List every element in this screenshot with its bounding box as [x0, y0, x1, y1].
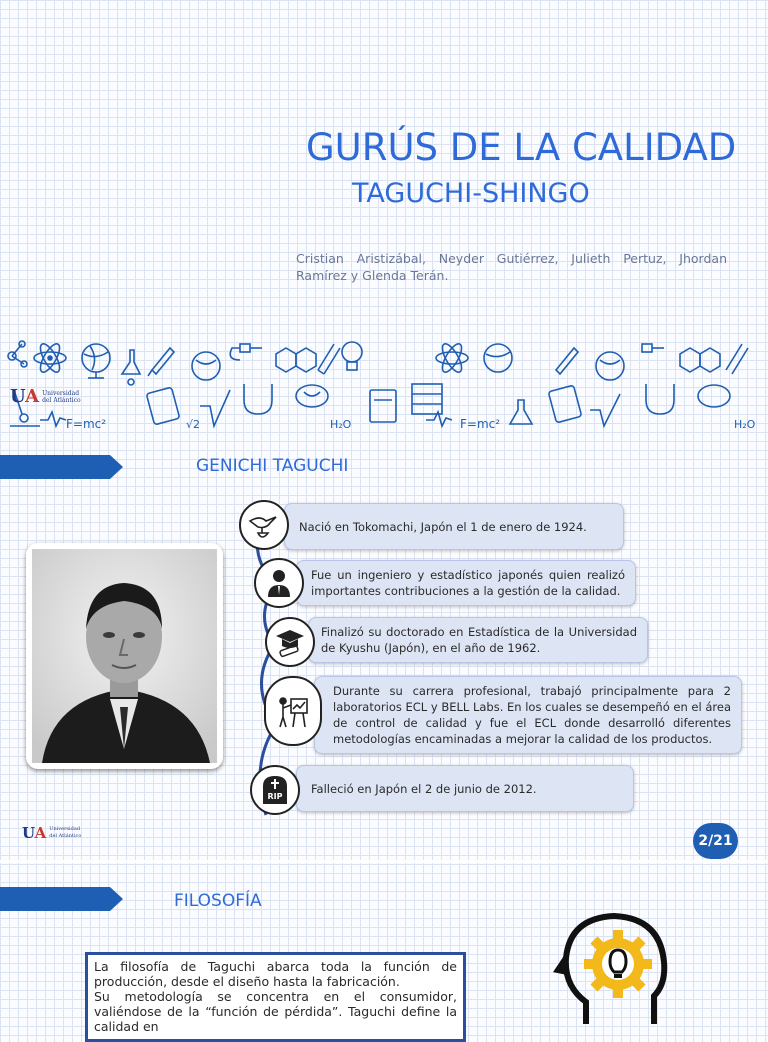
rocket-icon [148, 348, 174, 376]
timeline-icon-profession [254, 558, 304, 608]
tablet-icon-2 [548, 385, 581, 423]
brain-doodle-icon [296, 385, 328, 407]
stork-icon [246, 507, 282, 543]
plug-icon-2 [642, 344, 664, 352]
sqrt-icon-2 [590, 394, 620, 426]
philosophy-text-box [85, 952, 466, 1042]
timeline-icon-career [264, 676, 322, 746]
timeline-item-profession [296, 560, 636, 606]
abacus-icon [412, 384, 442, 414]
hexagon-molecule-icon [276, 348, 316, 372]
test-tube-icon-2 [726, 344, 748, 374]
graduation-cap-icon [272, 624, 308, 660]
timeline-text-doctorate: Finalizó su doctorado en Estadística de la Universidad de Kyushu (Japón), en el año de 1962. [321, 625, 637, 655]
timeline-text-birth: Nació en Tokomachi, Japón el 1 de enero de 1924. [299, 519, 587, 534]
timeline-item-doctorate [308, 617, 648, 663]
timeline-text-profession: Fue un ingeniero y estadístico japonés quien realizó importantes contribuciones a la gestión de la calidad. [311, 568, 625, 598]
calculator-icon [370, 390, 396, 422]
lightbulb-icon [342, 342, 362, 370]
pulse-line-icon [40, 412, 66, 426]
tombstone-icon [257, 772, 293, 808]
timeline-text-death: Falleció en Japón el 2 de junio de 2012. [311, 781, 537, 796]
hexagon-molecule-icon-2 [680, 348, 720, 372]
atom-icon-2 [436, 341, 468, 375]
tablet-icon [146, 387, 179, 425]
portrait-photo [32, 549, 217, 763]
logo-mark-footer: UA [22, 824, 47, 842]
timeline-icon-birth [239, 500, 289, 550]
globe-icon-2 [484, 344, 512, 372]
earth-icon-2 [596, 352, 624, 380]
magnet-icon-2 [646, 384, 674, 414]
logo-mark: UA [10, 386, 40, 407]
beaker-icon [510, 400, 532, 424]
molecule-icon [8, 341, 27, 367]
philosophy-paragraph: La filosofía de Taguchi abarca toda la función de producción, desde el diseño hasta la fabricación. Su metodología se concentra en el consumidor, valiéndose de la “función de pérdida”. Taguchi define la calidad en [94, 959, 457, 1034]
section-arrow-2 [0, 887, 123, 911]
plug-icon [230, 344, 262, 360]
timeline-icon-doctorate [265, 617, 315, 667]
atom-icon [34, 341, 66, 375]
rip-label: RIP [267, 792, 283, 801]
globe-icon [82, 344, 110, 378]
page-number-badge: 2/21 [693, 823, 738, 859]
earth-icon [192, 352, 220, 380]
university-logo-footer [22, 824, 81, 842]
formula-emc2-2: F=mc² [460, 417, 501, 431]
portrait-frame [26, 543, 223, 769]
slide-title: GURÚS DE LA CALIDAD [306, 126, 737, 169]
timeline-item-career [314, 676, 742, 754]
formula-h2o: H₂O [330, 418, 352, 431]
logo-text: Universidad del Atlántico [42, 389, 81, 404]
section-title: GENICHI TAGUCHI [196, 456, 349, 476]
timeline-item-death [296, 765, 634, 812]
logo-text-footer: Universidad del Atlántico [49, 826, 82, 839]
science-doodle-band [0, 330, 768, 432]
formula-sqrt2: √2 [186, 418, 201, 431]
timeline-icon-death [250, 765, 300, 815]
test-tube-icon [318, 344, 340, 374]
section-arrow [0, 455, 123, 479]
university-logo [10, 386, 81, 407]
authors-text: Cristian Aristizábal, Neyder Gutiérrez, Julieth Pertuz, Jhordan Ramírez y Glenda Terán. [296, 251, 727, 283]
section-title-2: FILOSOFÍA [174, 891, 262, 911]
slide-subtitle: TAGUCHI-SHINGO [352, 178, 590, 209]
formula-h2o-2: H₂O [734, 418, 756, 431]
timeline-text-career: Durante su carrera profesional, trabajó principalmente para 2 laboratorios ECL y BELL Labs. En los cuales se desempeñó en el área de control de calidad y fue el ECL donde desarrolló diferentes metodologías encaminadas a mejorar la calidad de los productos. [333, 684, 731, 746]
brain-doodle-icon-2 [698, 385, 730, 407]
sqrt-icon [200, 390, 230, 426]
person-icon [261, 565, 297, 601]
formula-emc2: F=mc² [66, 417, 107, 431]
flask-icon [122, 350, 140, 385]
timeline-item-birth [284, 503, 624, 550]
rocket-icon-2 [556, 348, 578, 374]
magnet-icon [244, 384, 272, 414]
head-gear-lightbulb-icon [556, 910, 674, 1024]
presenter-icon [275, 693, 311, 729]
